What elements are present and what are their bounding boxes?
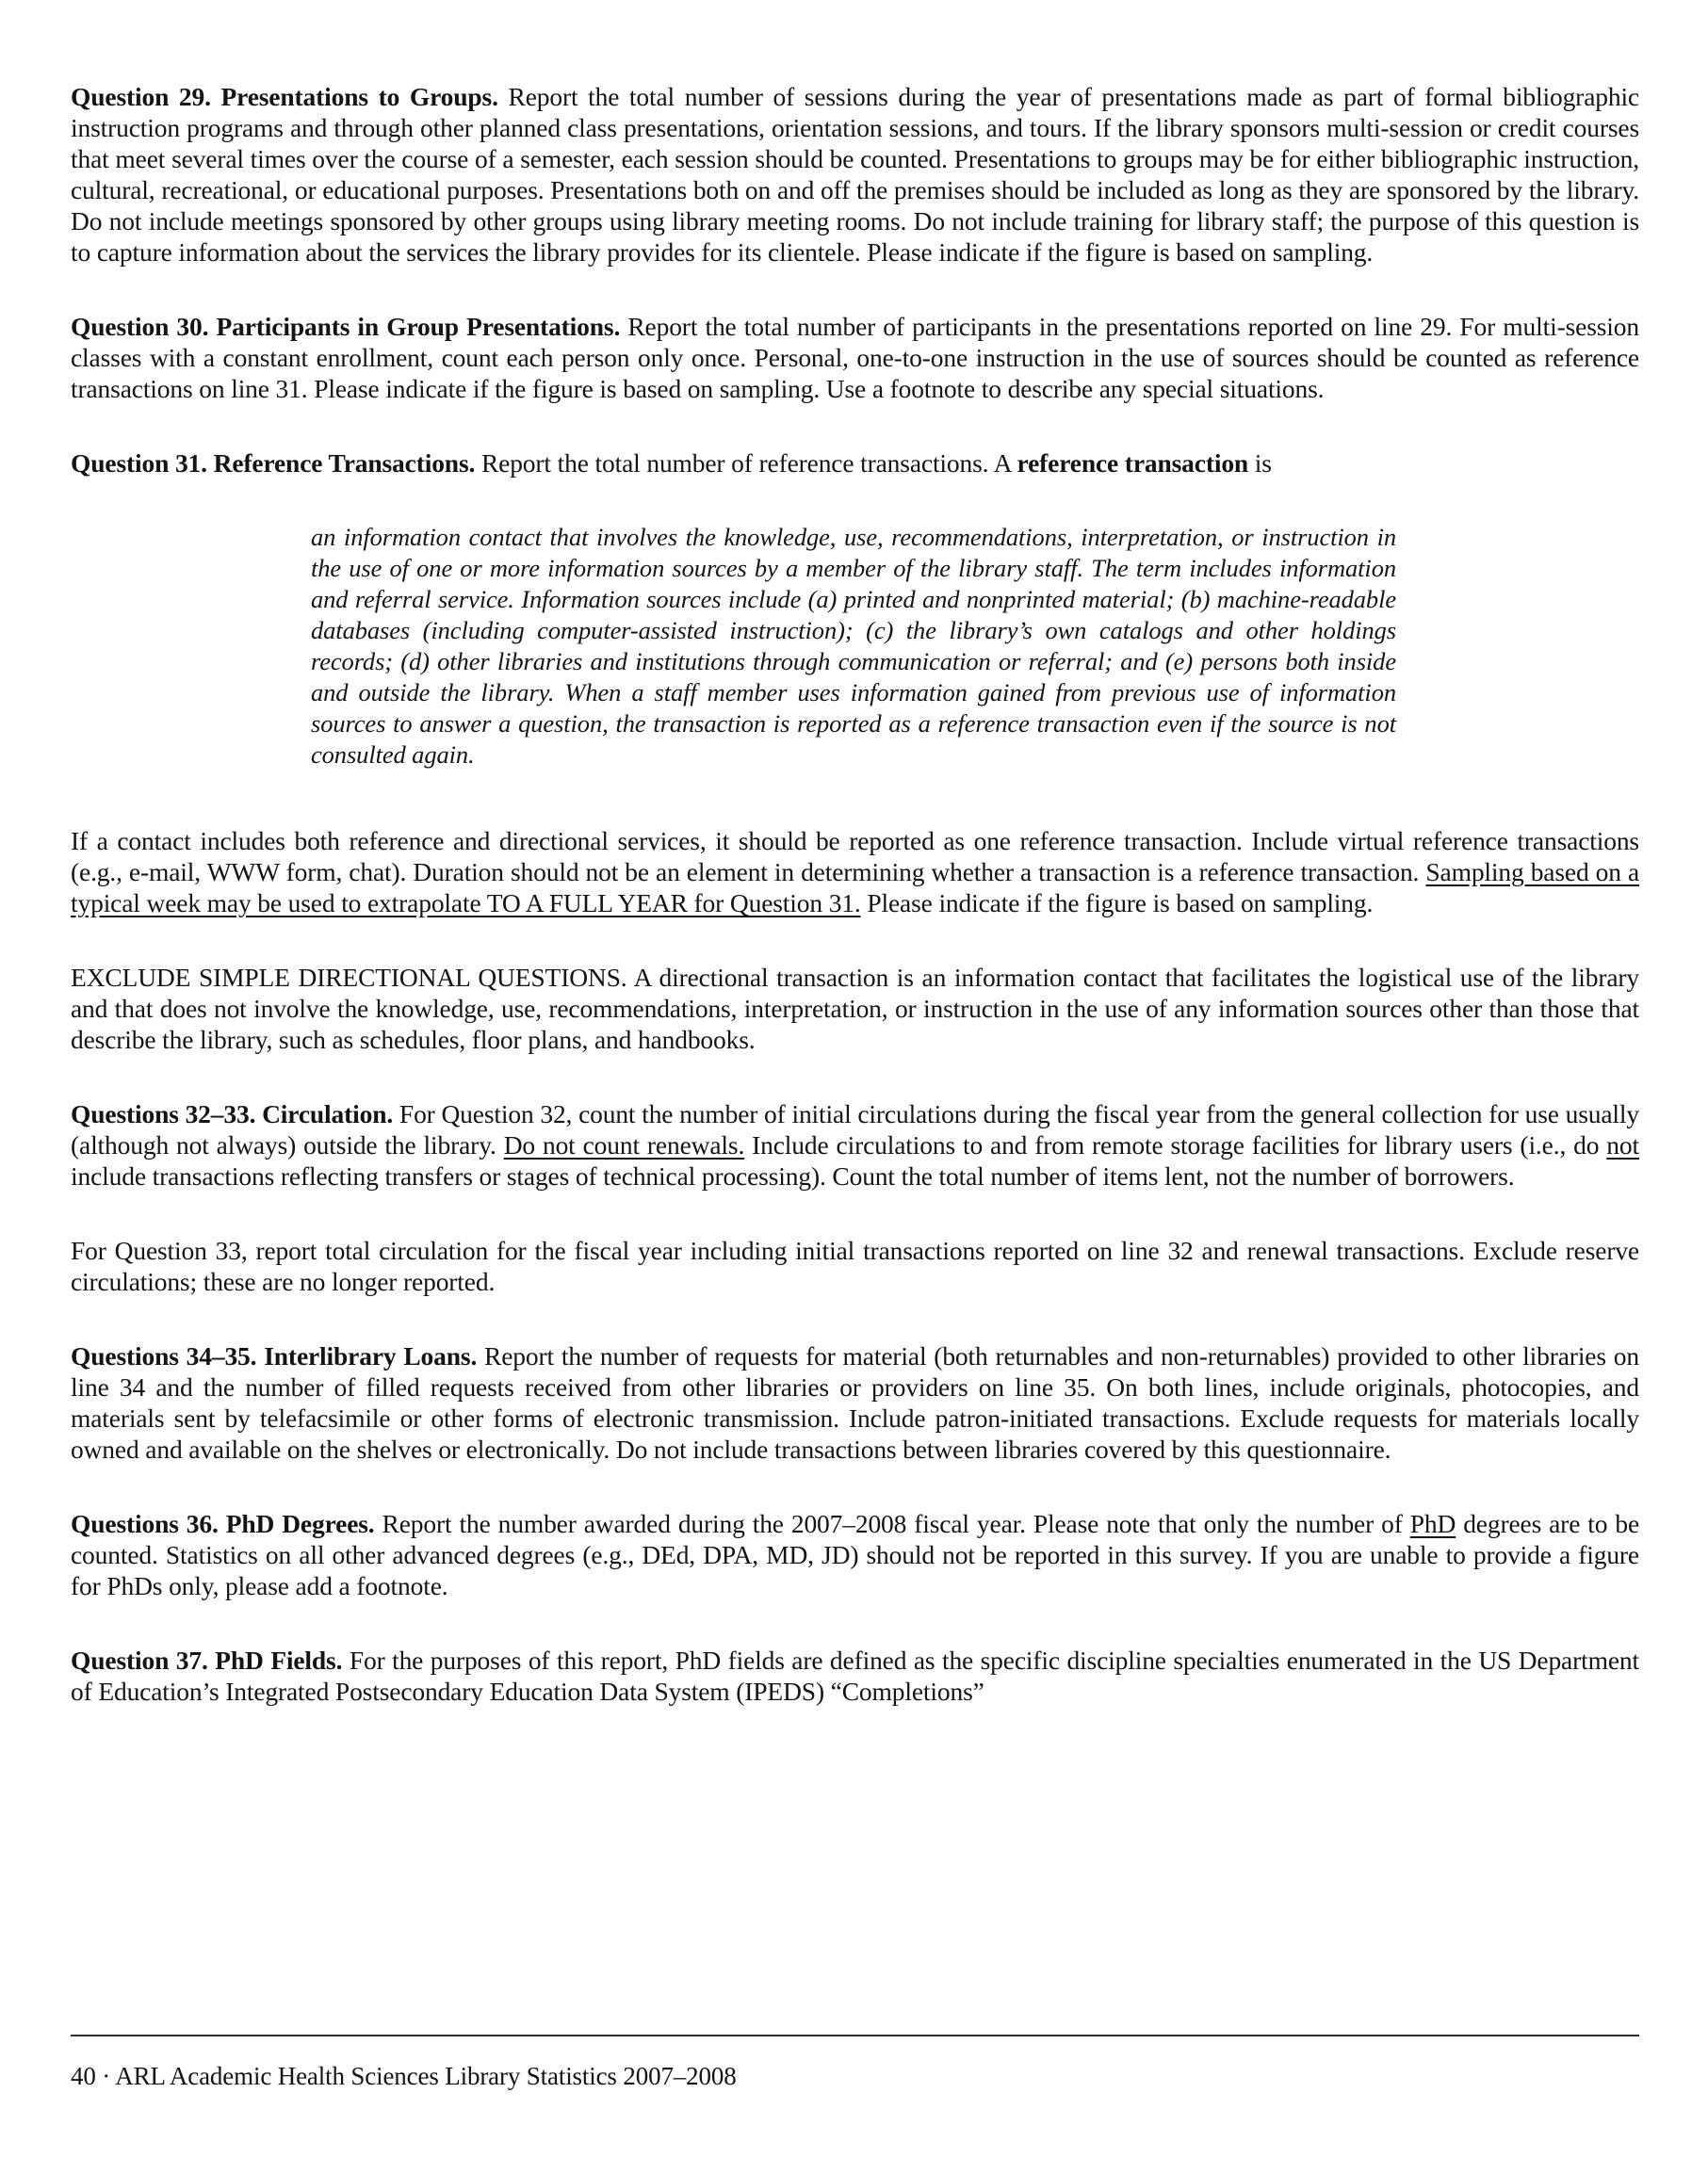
paragraph-question-37: Question 37. PhD Fields. For the purposes of this report, PhD fields are defined as the specific discipline specialties enumerated in the US Department of Education’s Integrated Postsecondary Education Data System (IPEDS) “Completions”	[71, 1646, 1639, 1706]
reference-transaction-definition-blockquote: an information contact that involves the knowledge, use, recommendations, interpretation, or instruction in the use of one or more information sources by a member of the library staff. The term includes information and referral service. Information sources include (a) printed and nonprinted material; (b) machine-readable databases (including computer-assisted instruction); (c) the library’s own catalogs and other holdings records; (d) other libraries and institutions through communication or referral; and (e) persons both inside and outside the library. When a staff member uses information gained from previous use of information sources to answer a question, the transaction is reported as a reference transaction even if the source is not consulted again.	[311, 523, 1396, 769]
paragraph-question-33-note: For Question 33, report total circulation for the fiscal year including initial transactions reported on line 32 and renewal transactions. Exclude reserve circulations; these are no longer reported.	[71, 1236, 1639, 1296]
paragraph-reference-contact-note: If a contact includes both reference and directional services, it should be reported as one reference transaction. Include virtual reference transactions (e.g., e-mail, WWW form, chat). Duration should not be an element in determining whether a transaction is a reference transaction. Sampling based on a typical week may be used to extrapolate TO A FULL YEAR for Question 31. Please indicate if the figure is based on sampling.	[71, 826, 1640, 917]
paragraph-questions-34-35: Questions 34–35. Interlibrary Loans. Report the number of requests for material (both returnables and non-returnables) provided to other libraries on line 34 and the number of filled requests received from other libraries or providers on line 35. On both lines, include originals, photocopies, and materials sent by telefacsimile or other forms of electronic transmission. Include patron-initiated transactions. Exclude requests for materials locally owned and available on the shelves or electronically. Do not include transactions between libraries covered by this questionnaire.	[71, 1341, 1639, 1464]
paragraph-question-29: Question 29. Presentations to Groups. Report the total number of sessions during the year of presentations made as part of formal bibliographic instruction programs and through other planned class presentations, orientation sessions, and tours. If the library sponsors multi-session or credit courses that meet several times over the course of a semester, each session should be counted. Presentations to groups may be for either bibliographic instruction, cultural, recreational, or educational purposes. Presentations both on and off the premises should be included as long as they are sponsored by the library. Do not include meetings sponsored by other groups using library meeting rooms. Do not include training for library staff; the purpose of this question is to capture information about the services the library provides for its clientele. Please indicate if the figure is based on sampling.	[71, 82, 1639, 267]
survey-instructions-page	[71, 81, 1639, 1750]
paragraph-question-30: Question 30. Participants in Group Presentations. Report the total number of participants in the presentations reported on line 29. For multi-session classes with a constant enrollment, count each person only once. Personal, one-to-one instruction in the use of sources should be counted as reference transactions on line 31. Please indicate if the figure is based on sampling. Use a footnote to describe any special situations.	[71, 312, 1639, 403]
page-number-and-title: 40 · ARL Academic Health Sciences Library Statistics 2007–2008	[71, 2062, 737, 2090]
paragraph-questions-36: Questions 36. PhD Degrees. Report the number awarded during the 2007–2008 fiscal year. Please note that only the number of PhD degrees are to be counted. Statistics on all other advanced degrees (e.g., DEd, DPA, MD, JD) should not be reported in this survey. If you are unable to provide a figure for PhDs only, please add a footnote.	[71, 1509, 1639, 1600]
page-footer	[71, 2035, 1639, 2091]
footer-divider	[71, 2035, 1639, 2036]
paragraph-exclude-directional-note: EXCLUDE SIMPLE DIRECTIONAL QUESTIONS. A directional transaction is an information contact that facilitates the logistical use of the library and that does not involve the knowledge, use, recommendations, interpretation, or instruction in the use of any information sources other than those that describe the library, such as schedules, floor plans, and handbooks.	[71, 963, 1639, 1054]
paragraph-questions-32-33: Questions 32–33. Circulation. For Question 32, count the number of initial circulations during the fiscal year from the general collection for use usually (although not always) outside the library. Do not count renewals. Include circulations to and from remote storage facilities for library users (i.e., do not include transactions reflecting transfers or stages of technical processing). Count the total number of items lent, not the number of borrowers.	[71, 1099, 1640, 1191]
paragraph-question-31: Question 31. Reference Transactions. Report the total number of reference transactions. A reference transaction is	[71, 448, 1272, 478]
